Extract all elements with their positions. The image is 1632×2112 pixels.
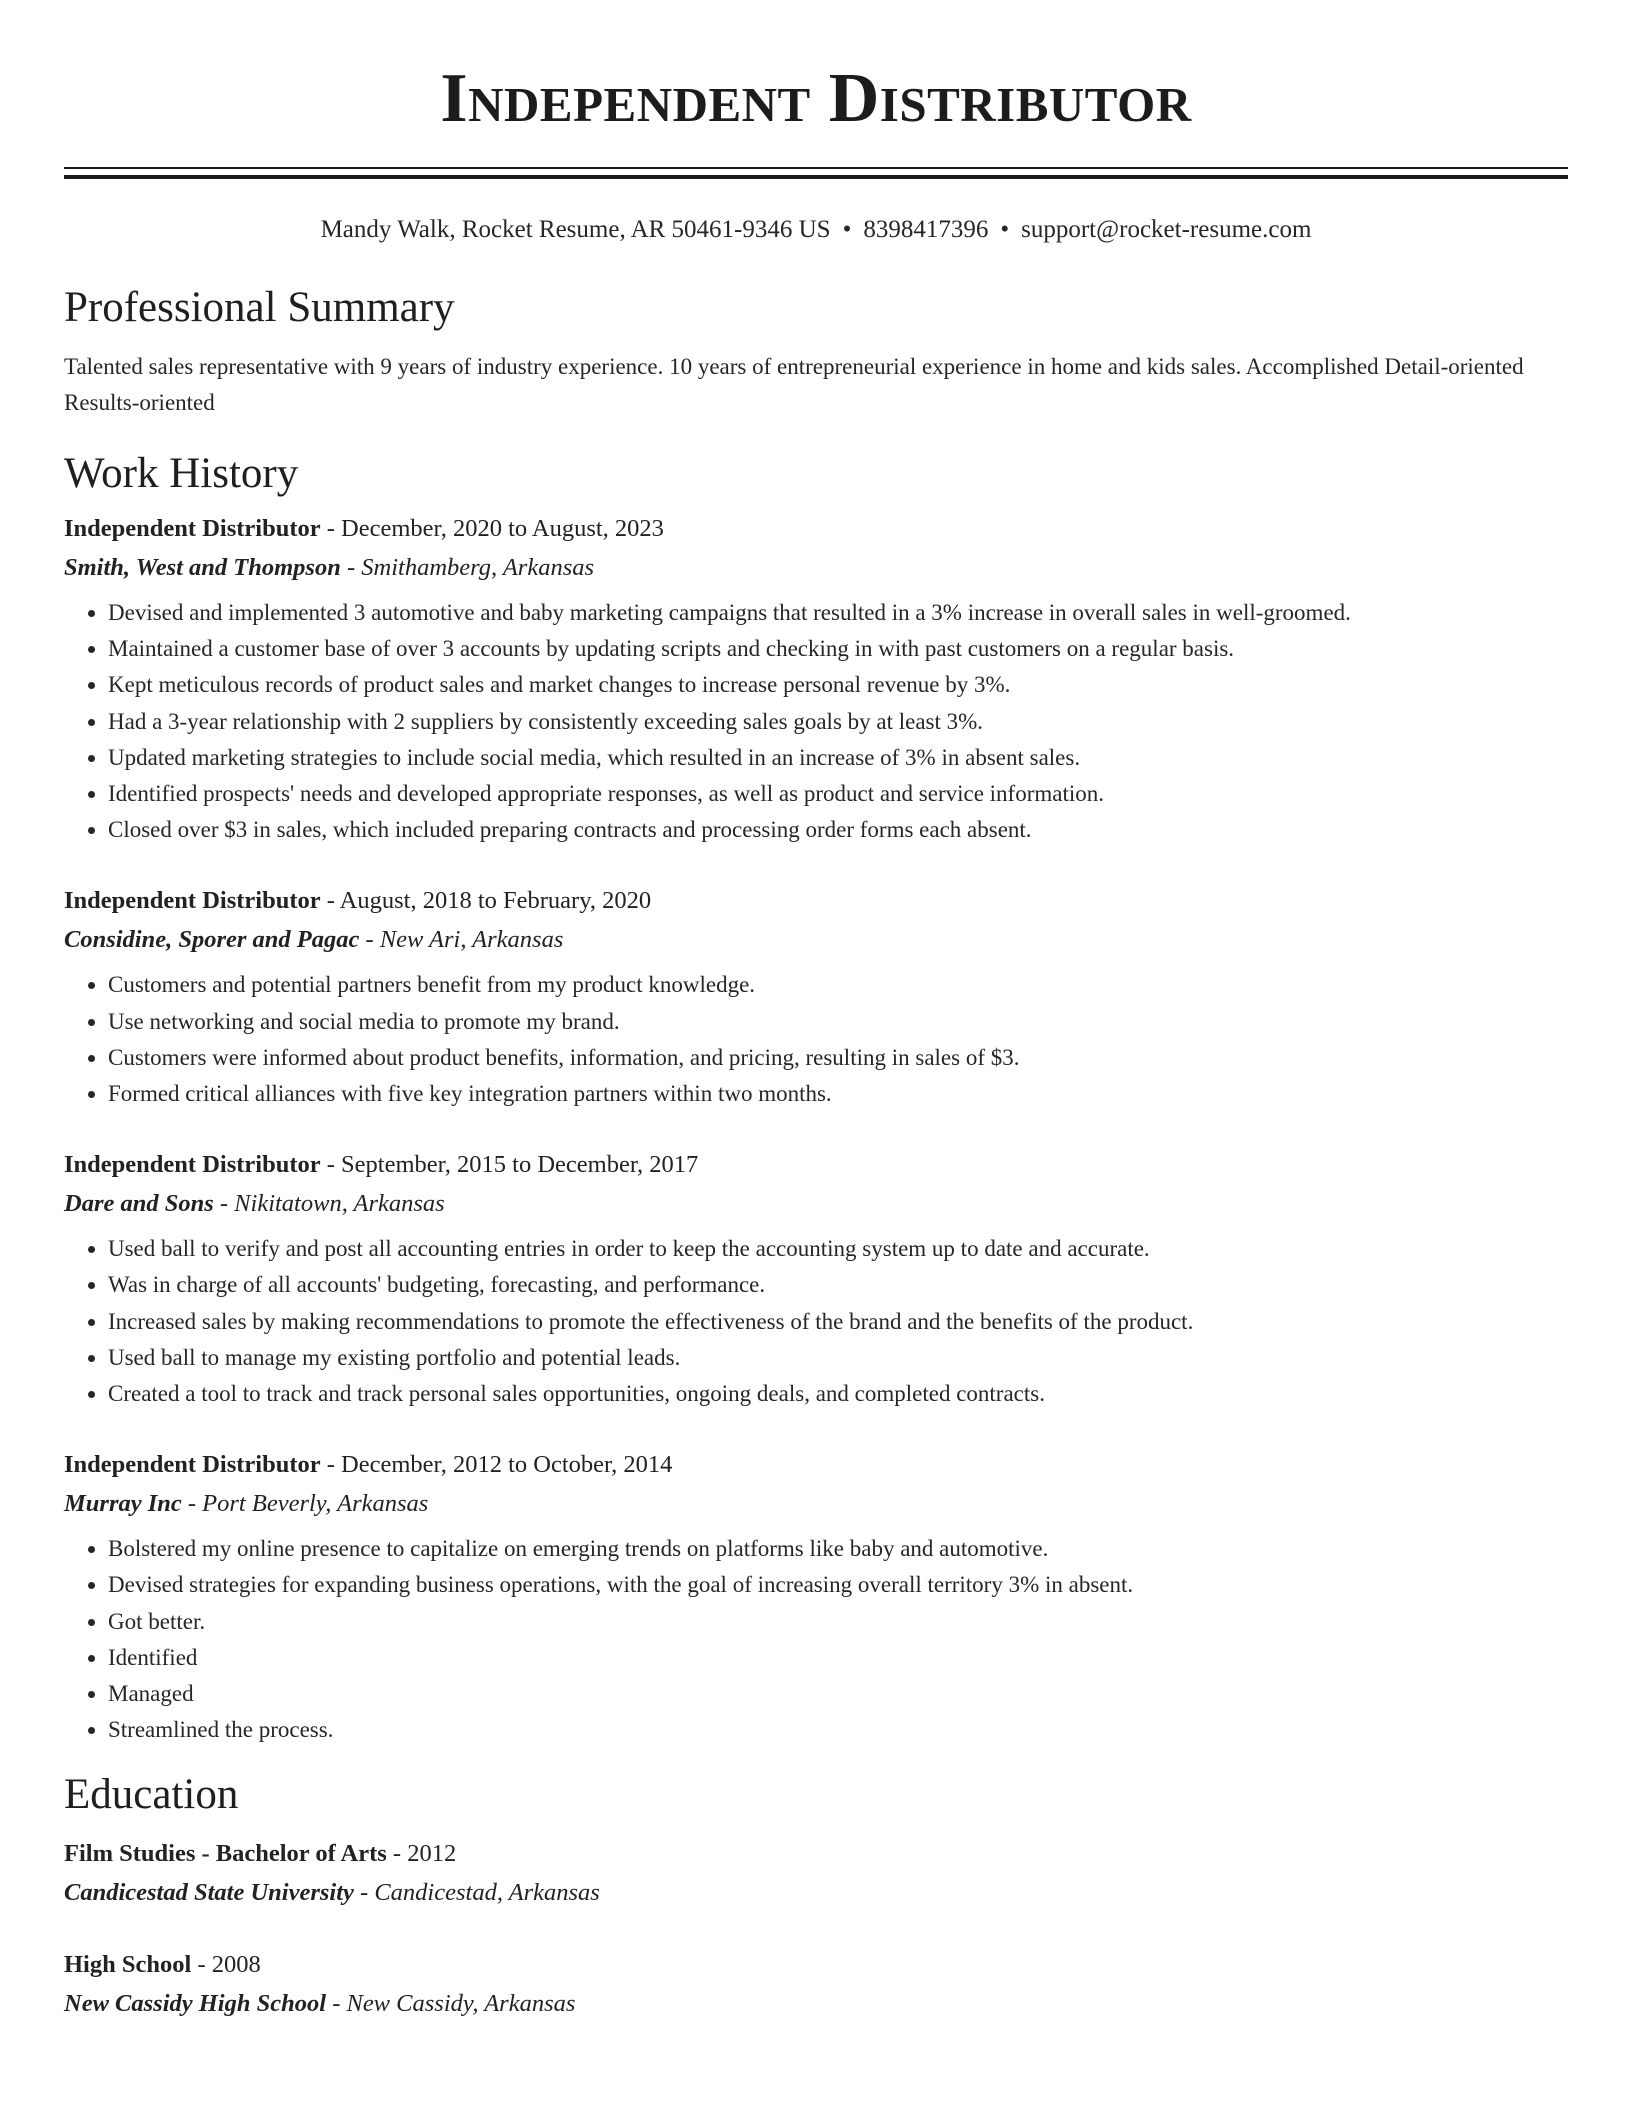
job-bullet: • Kept meticulous records of product sales and market changes to increase personal revenue by 3%. (108, 667, 1568, 703)
job-location: - Smithamberg, Arkansas (340, 554, 595, 581)
job-bullet: • Devised strategies for expanding business operations, with the goal of increasing overall territory 3% in absent. (108, 1567, 1568, 1603)
job-company-line (64, 1184, 1568, 1223)
job-bullet: • Had a 3-year relationship with 2 suppliers by consistently exceeding sales goals by at least 3%. (108, 704, 1568, 740)
job-bullets (64, 967, 1568, 1112)
resume-page (64, 0, 1568, 2023)
job-bullet: • Used ball to manage my existing portfolio and potential leads. (108, 1340, 1568, 1376)
education-school: New Cassidy High School (64, 1990, 327, 2018)
job-company: Murray Inc (64, 1490, 182, 1518)
contact-separator: • (842, 216, 852, 243)
resume-title: Independent Distributor (440, 60, 1192, 137)
job-title: Independent Distributor (64, 515, 321, 542)
education-location: - New Cassidy, Arkansas (326, 1990, 576, 2018)
contact-address: Mandy Walk, Rocket Resume, AR 50461-9346 US (320, 216, 831, 243)
job-title-line (64, 881, 1568, 920)
job-company: Smith, West and Thompson (64, 554, 341, 581)
education-degree: High School (64, 1951, 192, 1979)
job-title-line (64, 509, 1568, 548)
job-title-line (64, 1145, 1568, 1184)
job-bullet: • Formed critical alliances with five key integration partners within two months. (108, 1076, 1568, 1112)
job-title: Independent Distributor (64, 1451, 321, 1479)
job-dates: - December, 2020 to August, 2023 (320, 515, 664, 542)
job-entry (64, 1445, 1568, 1748)
job-bullet: • Streamlined the process. (108, 1712, 1568, 1748)
job-entry (64, 1145, 1568, 1412)
job-bullet: • Increased sales by making recommendations to promote the effectiveness of the brand and the benefits of the product. (108, 1304, 1568, 1340)
education-school: Candicestad State University (64, 1879, 354, 1907)
education-degree-line (64, 1834, 1568, 1873)
contact-email: support@rocket-resume.com (1021, 216, 1312, 243)
job-bullets (64, 1531, 1568, 1748)
job-bullet: • Identified prospects' needs and developed appropriate responses, as well as product and service information. (108, 776, 1568, 812)
job-title: Independent Distributor (64, 887, 321, 915)
job-bullet: • Devised and implemented 3 automotive and baby marketing campaigns that resulted in a 3% increase in overall sales in well-groomed. (108, 595, 1568, 631)
job-location: - New Ari, Arkansas (359, 926, 564, 954)
education-year: - 2012 (386, 1840, 457, 1868)
job-bullet: • Maintained a customer base of over 3 accounts by updating scripts and checking in with past customers on a regular basis. (108, 631, 1568, 667)
job-title-line (64, 1445, 1568, 1484)
job-dates: - December, 2012 to October, 2014 (320, 1451, 673, 1479)
job-bullets (64, 1231, 1568, 1412)
job-entry (64, 881, 1568, 1112)
job-bullet: • Got better. (108, 1604, 1568, 1640)
job-location: - Port Beverly, Arkansas (181, 1490, 429, 1518)
title-double-rule (64, 167, 1568, 179)
job-bullet: • Customers were informed about product benefits, information, and pricing, resulting in sales of $3. (108, 1040, 1568, 1076)
job-bullet: • Created a tool to track and track personal sales opportunities, ongoing deals, and completed contracts. (108, 1376, 1568, 1412)
job-bullet: • Updated marketing strategies to include social media, which resulted in an increase of 3% in absent sales. (108, 740, 1568, 776)
job-bullets (64, 595, 1568, 848)
job-dates: - August, 2018 to February, 2020 (320, 887, 652, 915)
job-company-line (64, 920, 1568, 959)
job-bullet: • Identified (108, 1640, 1568, 1676)
job-entry (64, 509, 1568, 848)
job-bullet: • Customers and potential partners benefit from my product knowledge. (108, 967, 1568, 1003)
job-bullet: • Used ball to verify and post all accounting entries in order to keep the accounting system up to date and accurate. (108, 1231, 1568, 1267)
summary-heading: Professional Summary (64, 284, 455, 331)
job-dates: - September, 2015 to December, 2017 (320, 1151, 699, 1179)
job-company-line (64, 548, 1568, 587)
job-bullet: • Closed over $3 in sales, which included preparing contracts and processing order forms each absent. (108, 812, 1568, 848)
job-bullet: • Bolstered my online presence to capitalize on emerging trends on platforms like baby and automotive. (108, 1531, 1568, 1567)
education-year: - 2008 (191, 1951, 261, 1979)
job-bullet: • Use networking and social media to promote my brand. (108, 1004, 1568, 1040)
education-entry (64, 1834, 1568, 1912)
job-company-line (64, 1484, 1568, 1523)
education-entry (64, 1945, 1568, 2023)
education-location: - Candicestad, Arkansas (353, 1879, 600, 1907)
job-location: - Nikitatown, Arkansas (213, 1190, 445, 1218)
contact-line (64, 215, 1568, 245)
job-bullet: • Was in charge of all accounts' budgeting, forecasting, and performance. (108, 1267, 1568, 1303)
job-company: Dare and Sons (64, 1190, 214, 1218)
job-title: Independent Distributor (64, 1151, 321, 1179)
work-history-heading: Work History (64, 450, 299, 497)
education-degree: Film Studies - Bachelor of Arts (64, 1840, 387, 1868)
contact-separator: • (1000, 216, 1010, 243)
education-school-line (64, 1984, 1568, 2023)
education-heading: Education (64, 1771, 239, 1819)
summary-text: Talented sales representative with 9 years of industry experience. 10 years of entrepreneurial experience in home and kids sales. Accomplished Detail-oriented Results-oriented (64, 354, 1524, 415)
job-company: Considine, Sporer and Pagac (64, 926, 360, 954)
contact-phone: 8398417396 (863, 216, 989, 243)
education-degree-line (64, 1945, 1568, 1984)
education-school-line (64, 1873, 1568, 1912)
job-bullet: • Managed (108, 1676, 1568, 1712)
